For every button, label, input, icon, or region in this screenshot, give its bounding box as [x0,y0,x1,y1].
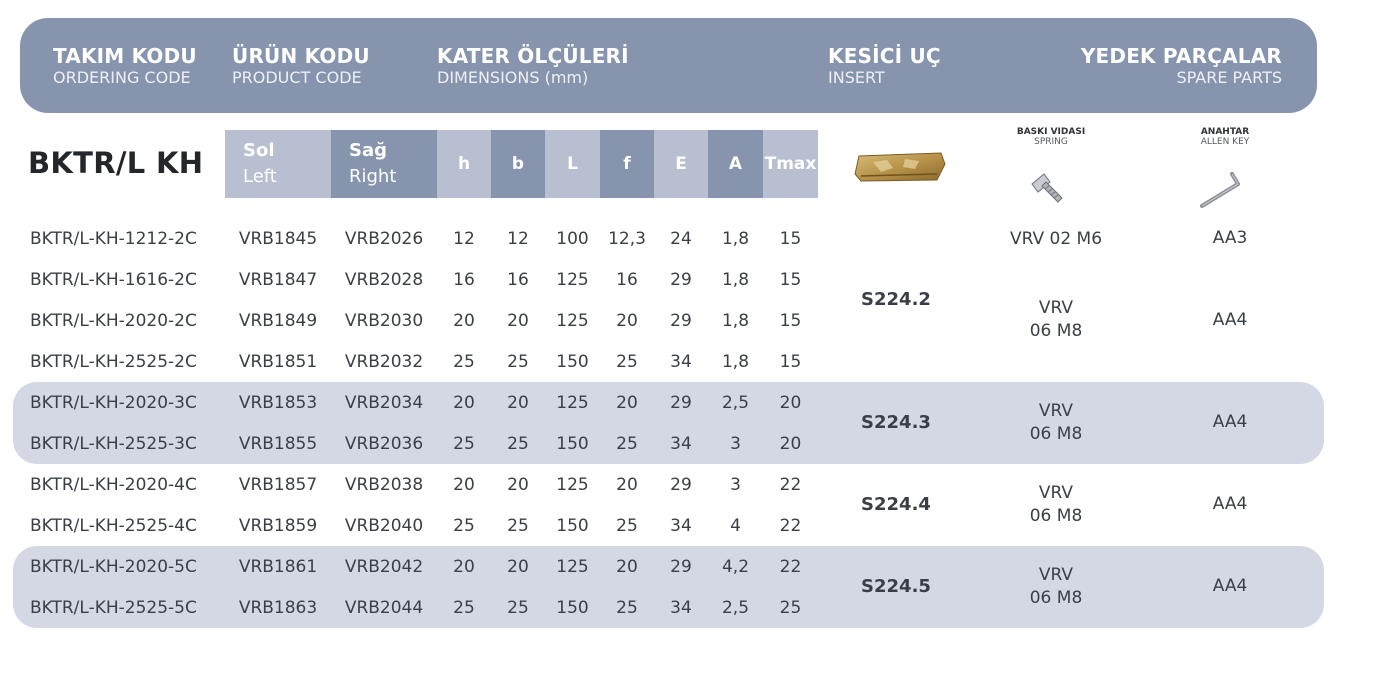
dim-f: 25 [616,516,638,536]
dim-h: 20 [453,311,475,331]
screw-code: VRV 02 M6 [1009,229,1103,249]
column-left-en: Left [243,166,277,187]
insert-code: S224.2 [861,289,931,310]
dim-b: 20 [507,393,529,413]
column-left-tr: Sol [243,140,275,161]
key-code: AA4 [1212,310,1248,330]
left-code: VRB1851 [238,352,318,372]
header-en: ORDERING CODE [53,68,191,87]
header-tr: KESİCİ UÇ [828,44,941,68]
left-code: VRB1853 [238,393,318,413]
product-title: BKTR/L KH [28,146,204,180]
right-code: VRB2042 [344,557,424,577]
dim-A: 3 [730,434,741,454]
dim-b: 20 [507,311,529,331]
right-code: VRB2038 [344,475,424,495]
ordering-code: BKTR/L-KH-2020-5C [30,557,197,577]
screw-code [976,564,1136,610]
dim-A: 3 [730,475,741,495]
dim-f: 20 [616,311,638,331]
dim-b: 16 [507,270,529,290]
dim-tmax: 22 [779,516,802,536]
dim-h: 25 [453,434,475,454]
dim-L: 125 [556,393,589,413]
dim-f: 20 [616,557,638,577]
dim-E: 29 [670,393,692,413]
dim-L: 150 [556,598,589,618]
dim-L: 150 [556,516,589,536]
column-f: f [600,130,654,198]
column-b: b [491,130,545,198]
column-E: E [654,130,708,198]
dim-b: 25 [507,352,529,372]
screw-code-line2: 06 M8 [1029,588,1083,608]
dim-L: 125 [556,475,589,495]
header-ordering-code [53,44,197,88]
header-product-code [232,44,370,88]
dim-tmax: 15 [779,311,802,331]
dim-tmax: 15 [779,270,802,290]
insert-code: S224.3 [861,412,931,433]
column-tmax: Tmax [763,130,818,198]
screw-code [976,400,1136,446]
header-tr: ÜRÜN KODU [232,44,370,68]
header-tr: KATER ÖLÇÜLERİ [437,44,629,68]
dim-tmax: 20 [779,393,802,413]
ordering-code: BKTR/L-KH-2525-4C [30,516,197,536]
dim-f: 20 [616,475,638,495]
right-code: VRB2030 [344,311,424,331]
dim-L: 150 [556,434,589,454]
ordering-code: BKTR/L-KH-2020-3C [30,393,197,413]
header-en: SPARE PARTS [1176,68,1282,87]
dim-E: 24 [670,229,692,249]
header-spare-parts [1081,44,1282,88]
header-en: INSERT [828,68,885,87]
dim-h: 25 [453,598,475,618]
key-header [1165,127,1285,147]
dim-h: 20 [453,557,475,577]
right-code: VRB2044 [344,598,424,618]
key-code: AA4 [1212,576,1248,596]
header-en: DIMENSIONS (mm) [437,68,589,87]
screw-code-line2: 06 M8 [1029,321,1083,341]
dim-h: 25 [453,352,475,372]
right-code: VRB2036 [344,434,424,454]
key-code: AA3 [1212,228,1248,248]
dim-f: 25 [616,434,638,454]
column-A: A [708,130,763,198]
left-code: VRB1857 [238,475,318,495]
dim-h: 20 [453,393,475,413]
dim-f: 25 [616,352,638,372]
dim-E: 29 [670,311,692,331]
ordering-code: BKTR/L-KH-2525-2C [30,352,197,372]
header-tr: TAKIM KODU [53,44,197,68]
key-code: AA4 [1212,412,1248,432]
key-code: AA4 [1212,494,1248,514]
dim-E: 34 [670,598,692,618]
column-L: L [545,130,600,198]
allen-key-icon [1198,170,1254,212]
dim-E: 29 [670,270,692,290]
dim-E: 29 [670,557,692,577]
dim-L: 150 [556,352,589,372]
dim-h: 25 [453,516,475,536]
dim-A: 4,2 [721,557,750,577]
dim-A: 1,8 [721,270,750,290]
header-en: PRODUCT CODE [232,68,362,87]
dim-A: 1,8 [721,352,750,372]
ordering-code: BKTR/L-KH-2525-3C [30,434,197,454]
column-right [331,130,437,198]
dim-b: 20 [507,475,529,495]
screw-code-line1: VRV [1038,401,1074,421]
dim-h: 16 [453,270,475,290]
header-insert [828,44,941,88]
dim-f: 25 [616,598,638,618]
ordering-code: BKTR/L-KH-1212-2C [30,229,197,249]
header-dimensions [437,44,629,88]
dim-b: 25 [507,516,529,536]
dim-h: 12 [453,229,475,249]
left-code: VRB1861 [238,557,318,577]
dim-E: 29 [670,475,692,495]
dim-tmax: 22 [779,557,802,577]
screw-icon [1028,170,1066,208]
dim-f: 12,3 [608,229,646,249]
ordering-code: BKTR/L-KH-2020-4C [30,475,197,495]
dim-A: 1,8 [721,229,750,249]
ordering-code: BKTR/L-KH-1616-2C [30,270,197,290]
dim-f: 16 [616,270,638,290]
column-right-tr: Sağ [349,140,387,161]
left-code: VRB1849 [238,311,318,331]
column-left [225,130,331,198]
dim-E: 34 [670,516,692,536]
dim-b: 12 [507,229,529,249]
dim-L: 125 [556,557,589,577]
right-code: VRB2028 [344,270,424,290]
column-h: h [437,130,491,198]
left-code: VRB1859 [238,516,318,536]
screw-header-en: SPRING [1034,137,1068,147]
dim-f: 20 [616,393,638,413]
dim-tmax: 25 [779,598,802,618]
dim-h: 20 [453,475,475,495]
dim-tmax: 20 [779,434,802,454]
dim-b: 25 [507,598,529,618]
screw-code-line2: 06 M8 [1029,424,1083,444]
screw-header [991,127,1111,147]
header-bar [20,18,1317,113]
screw-code-line1: VRV [1038,565,1074,585]
insert-code: S224.4 [861,494,931,515]
dim-A: 2,5 [721,393,750,413]
left-code: VRB1855 [238,434,318,454]
ordering-code: BKTR/L-KH-2525-5C [30,598,197,618]
key-header-en: ALLEN KEY [1200,137,1250,147]
dim-L: 125 [556,311,589,331]
dim-tmax: 22 [779,475,802,495]
right-code: VRB2032 [344,352,424,372]
insert-image [853,150,947,184]
dim-L: 100 [556,229,589,249]
screw-code-line1: VRV [1038,483,1074,503]
dim-E: 34 [670,434,692,454]
key-header-tr: ANAHTAR [1200,127,1250,137]
left-code: VRB1847 [238,270,318,290]
column-right-en: Right [349,166,397,187]
screw-code-line1: VRV [1038,298,1074,318]
dim-A: 2,5 [721,598,750,618]
insert-code: S224.5 [861,576,931,597]
dim-E: 34 [670,352,692,372]
left-code: VRB1863 [238,598,318,618]
screw-code [976,297,1136,343]
dim-tmax: 15 [779,352,802,372]
dim-A: 1,8 [721,311,750,331]
dim-A: 4 [730,516,741,536]
dim-b: 25 [507,434,529,454]
dim-L: 125 [556,270,589,290]
right-code: VRB2026 [344,229,424,249]
header-tr: YEDEK PARÇALAR [1080,44,1282,68]
screw-code [976,482,1136,528]
screw-header-tr: BASKI VIDASI [1016,127,1086,137]
right-code: VRB2040 [344,516,424,536]
screw-code-line2: 06 M8 [1029,506,1083,526]
dim-b: 20 [507,557,529,577]
dim-tmax: 15 [779,229,802,249]
right-code: VRB2034 [344,393,424,413]
ordering-code: BKTR/L-KH-2020-2C [30,311,197,331]
left-code: VRB1845 [238,229,318,249]
